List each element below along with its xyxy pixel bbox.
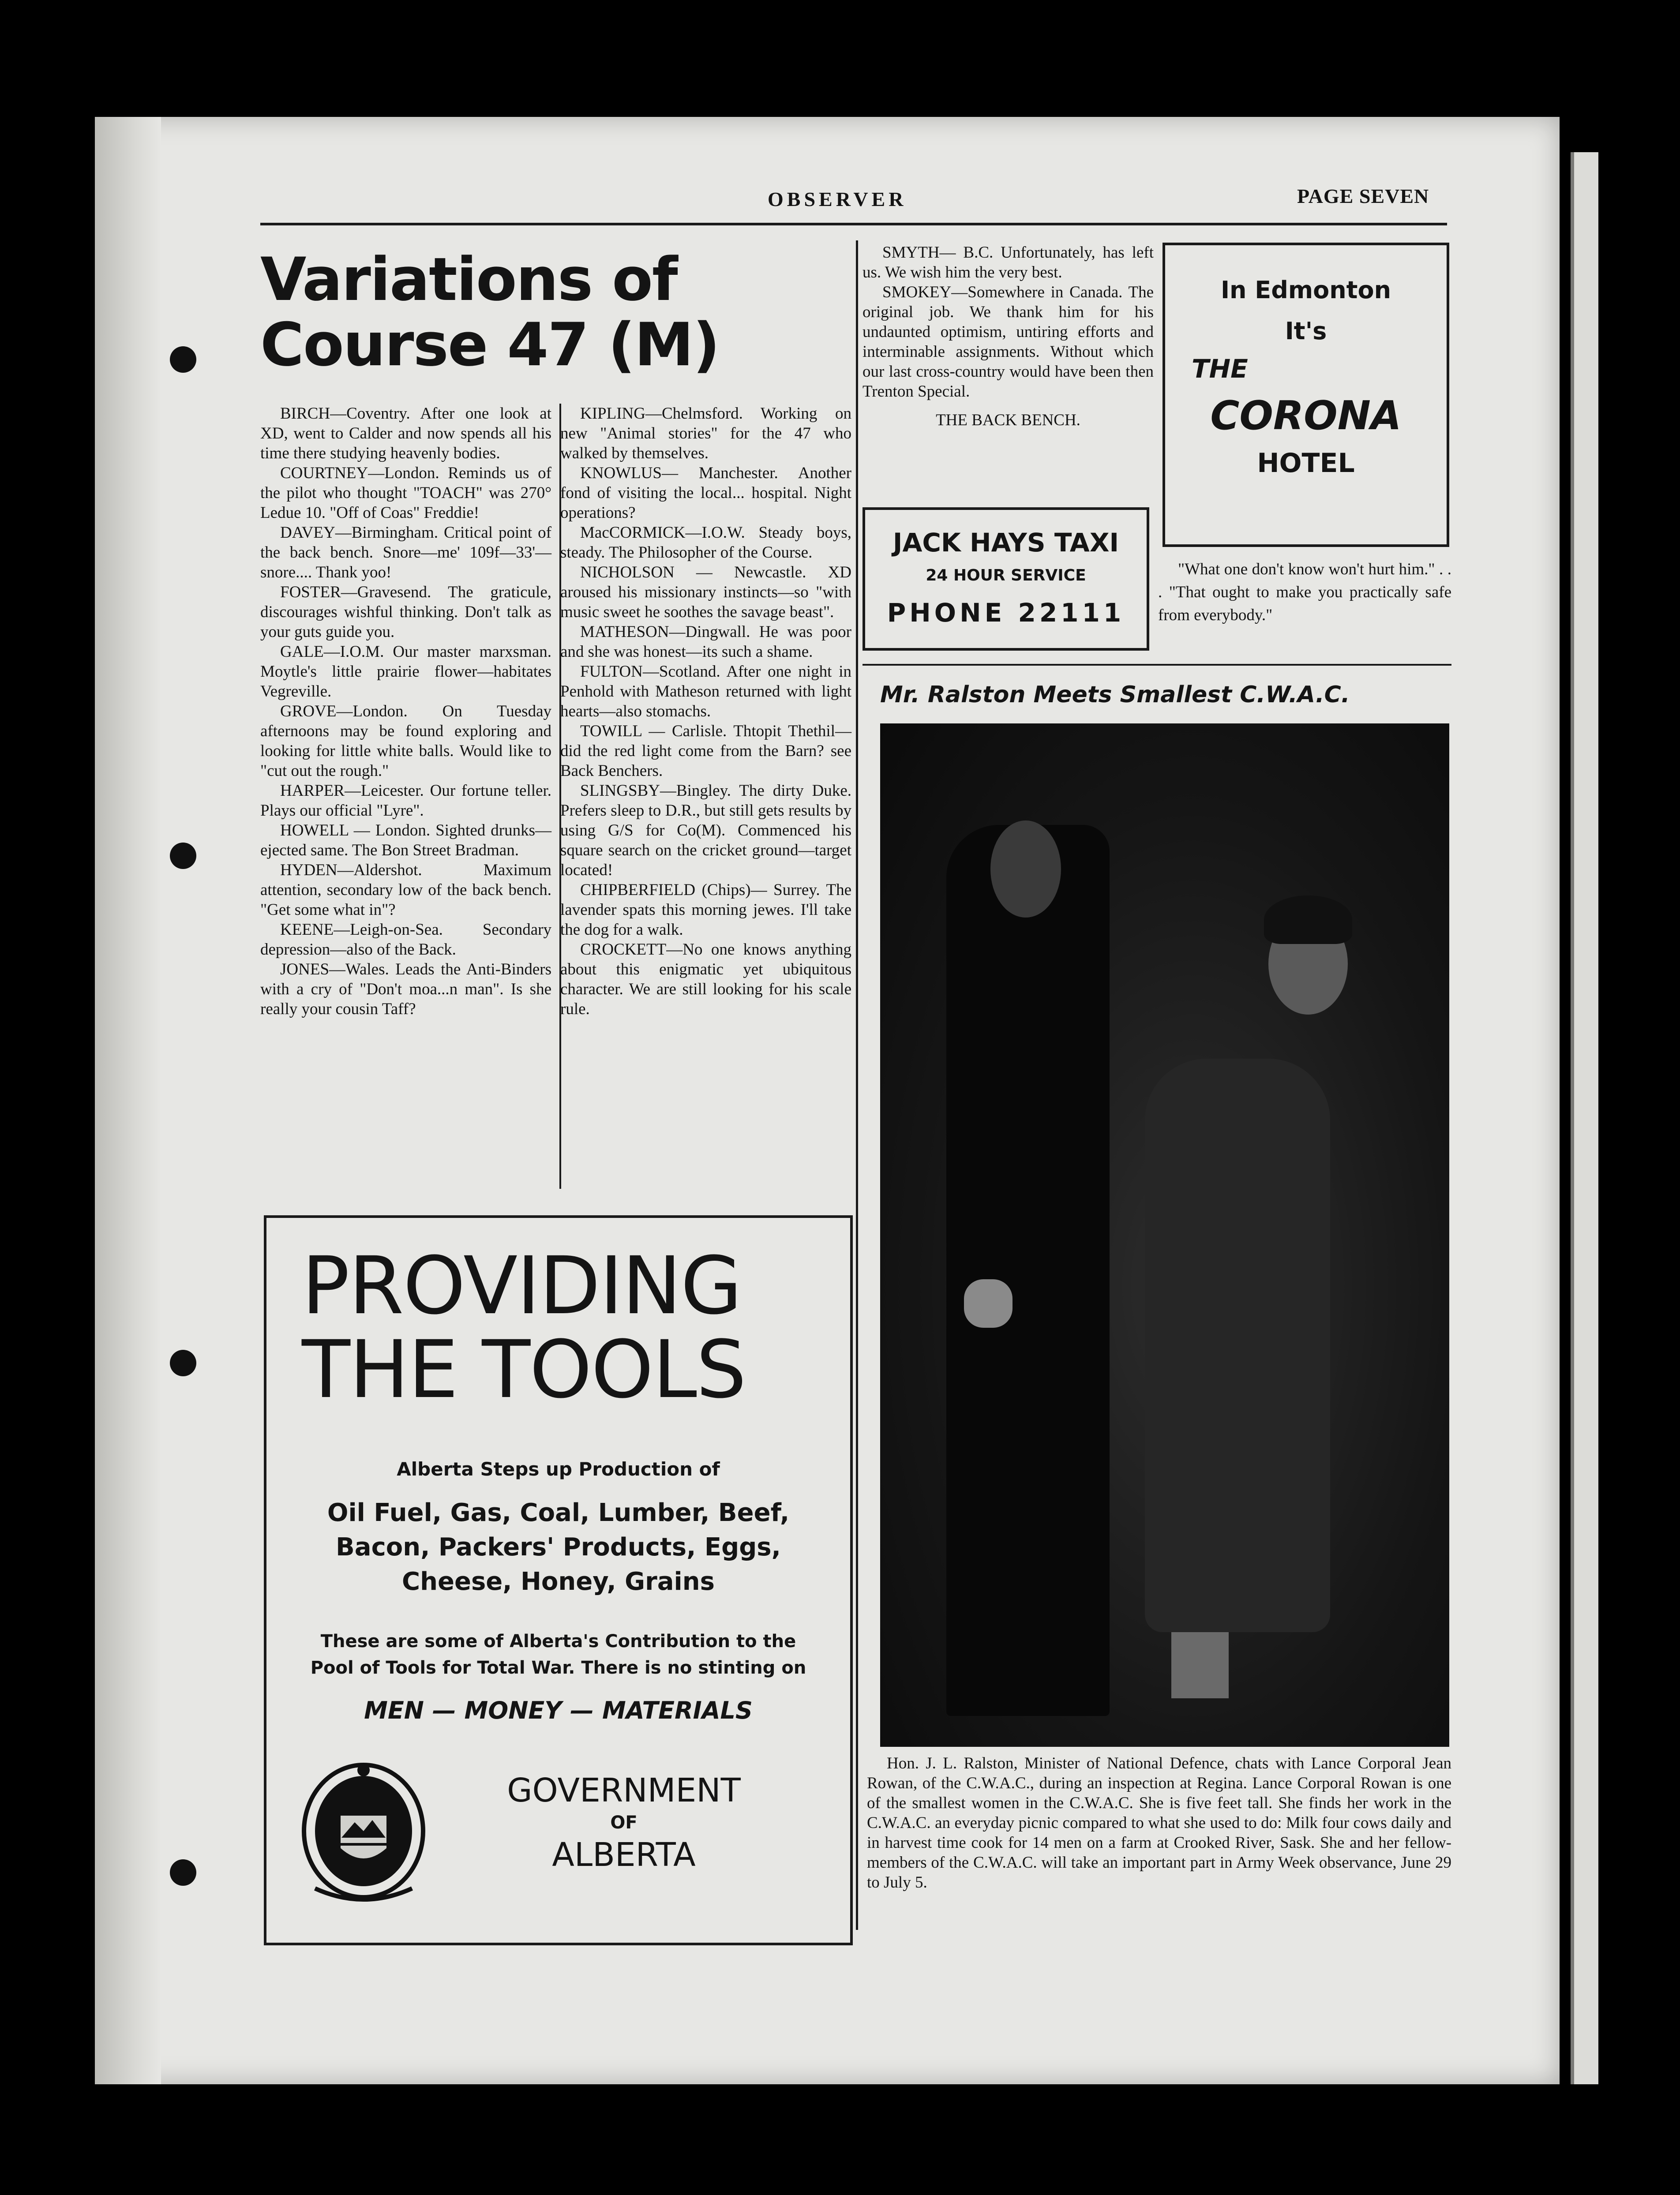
article-entry: HYDEN—Aldershot. Maximum attention, secondary low of the back bench. "Get some what in"? bbox=[260, 861, 551, 919]
article-entry: COURTNEY—London. Reminds us of the pilot who thought "TOACH" was 270° Ledue 10. "Off of Coas" Freddie! bbox=[260, 464, 551, 522]
article-column-2 bbox=[560, 404, 851, 1019]
article-entry: KIPLING—Chelmsford. Working on new "Animal stories" for the 47 who walked by themselves. bbox=[560, 405, 851, 462]
corona-hotel-ad bbox=[1162, 243, 1449, 547]
section-rule bbox=[862, 664, 1451, 666]
article-column-1 bbox=[260, 404, 551, 1019]
gov-line-1: GOVERNMENT bbox=[507, 1772, 741, 1809]
article-headline: Variations of Course 47 (M) bbox=[260, 245, 720, 379]
taxi-ad bbox=[862, 507, 1149, 651]
article-entry: SMOKEY—Somewhere in Canada. The original job. We thank him for his undaunted optimism, untiring efforts and interminable assignments. Without which our last cross-country would have been then Trenton Special. bbox=[862, 283, 1154, 401]
taxi-service: 24 HOUR SERVICE bbox=[926, 566, 1086, 584]
photo-headline: Mr. Ralston Meets Smallest C.W.A.C. bbox=[880, 682, 1350, 708]
corona-line1: In Edmonton bbox=[1220, 276, 1391, 304]
article-entry: NICHOLSON — Newcastle. XD aroused his missionary instincts—so "with music sweet he soothes the savage beast". bbox=[560, 563, 851, 621]
article-entry: CROCKETT—No one knows anything about this enigmatic yet ubiquitous character. We are still looking for his scale rule. bbox=[560, 940, 851, 1018]
binding-hole bbox=[170, 346, 196, 373]
tools-products: Oil Fuel, Gas, Coal, Lumber, Beef, Bacon, Packers' Products, Eggs, Cheese, Honey, Grains bbox=[327, 1498, 790, 1596]
tools-contribution: These are some of Alberta's Contribution to the Pool of Tools for Total War. There is no stinting on bbox=[310, 1631, 806, 1678]
article-entry: FOSTER—Gravesend. The graticule, discourages wishful thinking. Don't talk as your guts guide you. bbox=[260, 583, 551, 641]
tools-men-money-materials: MEN — MONEY — MATERIALS bbox=[364, 1697, 753, 1724]
taxi-phone: PHONE 22111 bbox=[887, 598, 1125, 628]
photo-figure-cwac bbox=[1145, 1059, 1330, 1632]
tools-subhead: Alberta Steps up Production of bbox=[397, 1458, 720, 1480]
page-spine bbox=[95, 117, 161, 2084]
alberta-tools-ad bbox=[264, 1215, 853, 1945]
article-entry: MacCORMICK—I.O.W. Steady boys, steady. The Philosopher of the Course. bbox=[560, 524, 851, 562]
header-rule bbox=[260, 223, 1447, 225]
corona-name: CORONA bbox=[1210, 393, 1402, 439]
photo-hand bbox=[964, 1279, 1012, 1328]
corona-line3: THE bbox=[1192, 354, 1248, 384]
article-entry: GALE—I.O.M. Our master marxsman. Moytle's little prairie flower—habitates Vegreville. bbox=[260, 643, 551, 700]
article-entry: DAVEY—Birmingham. Critical point of the back bench. Snore—me' 109f—33'—snore.... Thank yoo! bbox=[260, 524, 551, 581]
article-entry: SLINGSBY—Bingley. The dirty Duke. Prefers sleep to D.R., but still gets results by using G/S for Co(M). Commenced his square search on the cricket ground—target located! bbox=[560, 782, 851, 879]
column-divider bbox=[856, 240, 858, 1930]
photo-head-minister bbox=[990, 820, 1061, 918]
page-number: PAGE SEVEN bbox=[1297, 185, 1429, 207]
article-entry: FULTON—Scotland. After one night in Penhold with Matheson returned with light hearts—also stomachs. bbox=[560, 663, 851, 720]
article-entry: HARPER—Leicester. Our fortune teller. Plays our official "Lyre". bbox=[260, 782, 551, 820]
alberta-coat-of-arms-icon bbox=[297, 1760, 430, 1910]
photo-caption: Hon. J. L. Ralston, Minister of National Defence, chats with Lance Corporal Jean Rowan, of the C.W.A.C., during an inspection at Regina. Lance Corporal Rowan is one of the smallest women in the C.W.A.C. She is five feet tall. She finds her work in the C.W.A.C. an everyday picnic compared to what she used to do: Milk four cows daily and in harvest time cook for 14 men on a farm at Crooked River, Sask. She and her fellow-members of the C.W.A.C. will take an important part in Army Week observance, June 29 to July 5. bbox=[867, 1754, 1451, 1892]
quote-text: "What one don't know won't hurt him." . . . "That ought to make you practically safe from everybody." bbox=[1158, 560, 1451, 624]
gov-line-2: OF bbox=[610, 1813, 638, 1833]
article-entry: BIRCH—Coventry. After one look at XD, went to Calder and now spends all his time there studying heavenly bodies. bbox=[260, 405, 551, 462]
tools-headline-2: THE TOOLS bbox=[302, 1324, 746, 1416]
article-entry: CHIPBERFIELD (Chips)— Surrey. The lavender spats this morning jewes. I'll take the dog for a walk. bbox=[560, 881, 851, 939]
article-entry: KEENE—Leigh-on-Sea. Secondary depression—also of the Back. bbox=[260, 921, 551, 959]
article-entry: JONES—Wales. Leads the Anti-Binders with a cry of "Don't moa...n man". Is she really your cousin Taff? bbox=[260, 960, 551, 1018]
article-entry: TOWILL — Carlisle. Thtopit Thethil—did the red light come from the Barn? see Back Benchers. bbox=[560, 722, 851, 780]
photo-hair-cwac bbox=[1264, 895, 1352, 944]
binding-hole bbox=[170, 843, 196, 869]
article-entry: HOWELL — London. Sighted drunks—ejected same. The Bon Street Bradman. bbox=[260, 821, 551, 859]
photo-figure-minister bbox=[946, 825, 1110, 1716]
tools-government bbox=[425, 1769, 822, 1876]
corona-line5: HOTEL bbox=[1257, 448, 1355, 479]
photo-ralston-cwac bbox=[880, 723, 1449, 1747]
article-entry: MATHESON—Dingwall. He was poor and she was honest—its such a shame. bbox=[560, 623, 851, 661]
binding-hole bbox=[170, 1859, 196, 1886]
tools-headline-1: PROVIDING bbox=[302, 1240, 742, 1332]
article-entry: SMYTH— B.C. Unfortunately, has left us. We wish him the very best. bbox=[862, 243, 1154, 281]
photo-legs-cwac bbox=[1171, 1632, 1229, 1698]
gov-line-3: ALBERTA bbox=[552, 1836, 696, 1874]
corona-line2: It's bbox=[1285, 317, 1327, 345]
article-entry: GROVE—London. On Tuesday afternoons may be found exploring and looking for little white balls. Would like to "cut out the rough." bbox=[260, 702, 551, 780]
page-edge bbox=[1571, 152, 1598, 2084]
article-entry: KNOWLUS— Manchester. Another fond of visiting the local... hospital. Night operations? bbox=[560, 464, 851, 522]
running-title: OBSERVER bbox=[768, 188, 907, 210]
taxi-name: JACK HAYS TAXI bbox=[892, 528, 1119, 558]
signoff: THE BACK BENCH. bbox=[936, 411, 1080, 429]
binding-hole bbox=[170, 1350, 196, 1376]
article-column-3 bbox=[862, 243, 1154, 430]
